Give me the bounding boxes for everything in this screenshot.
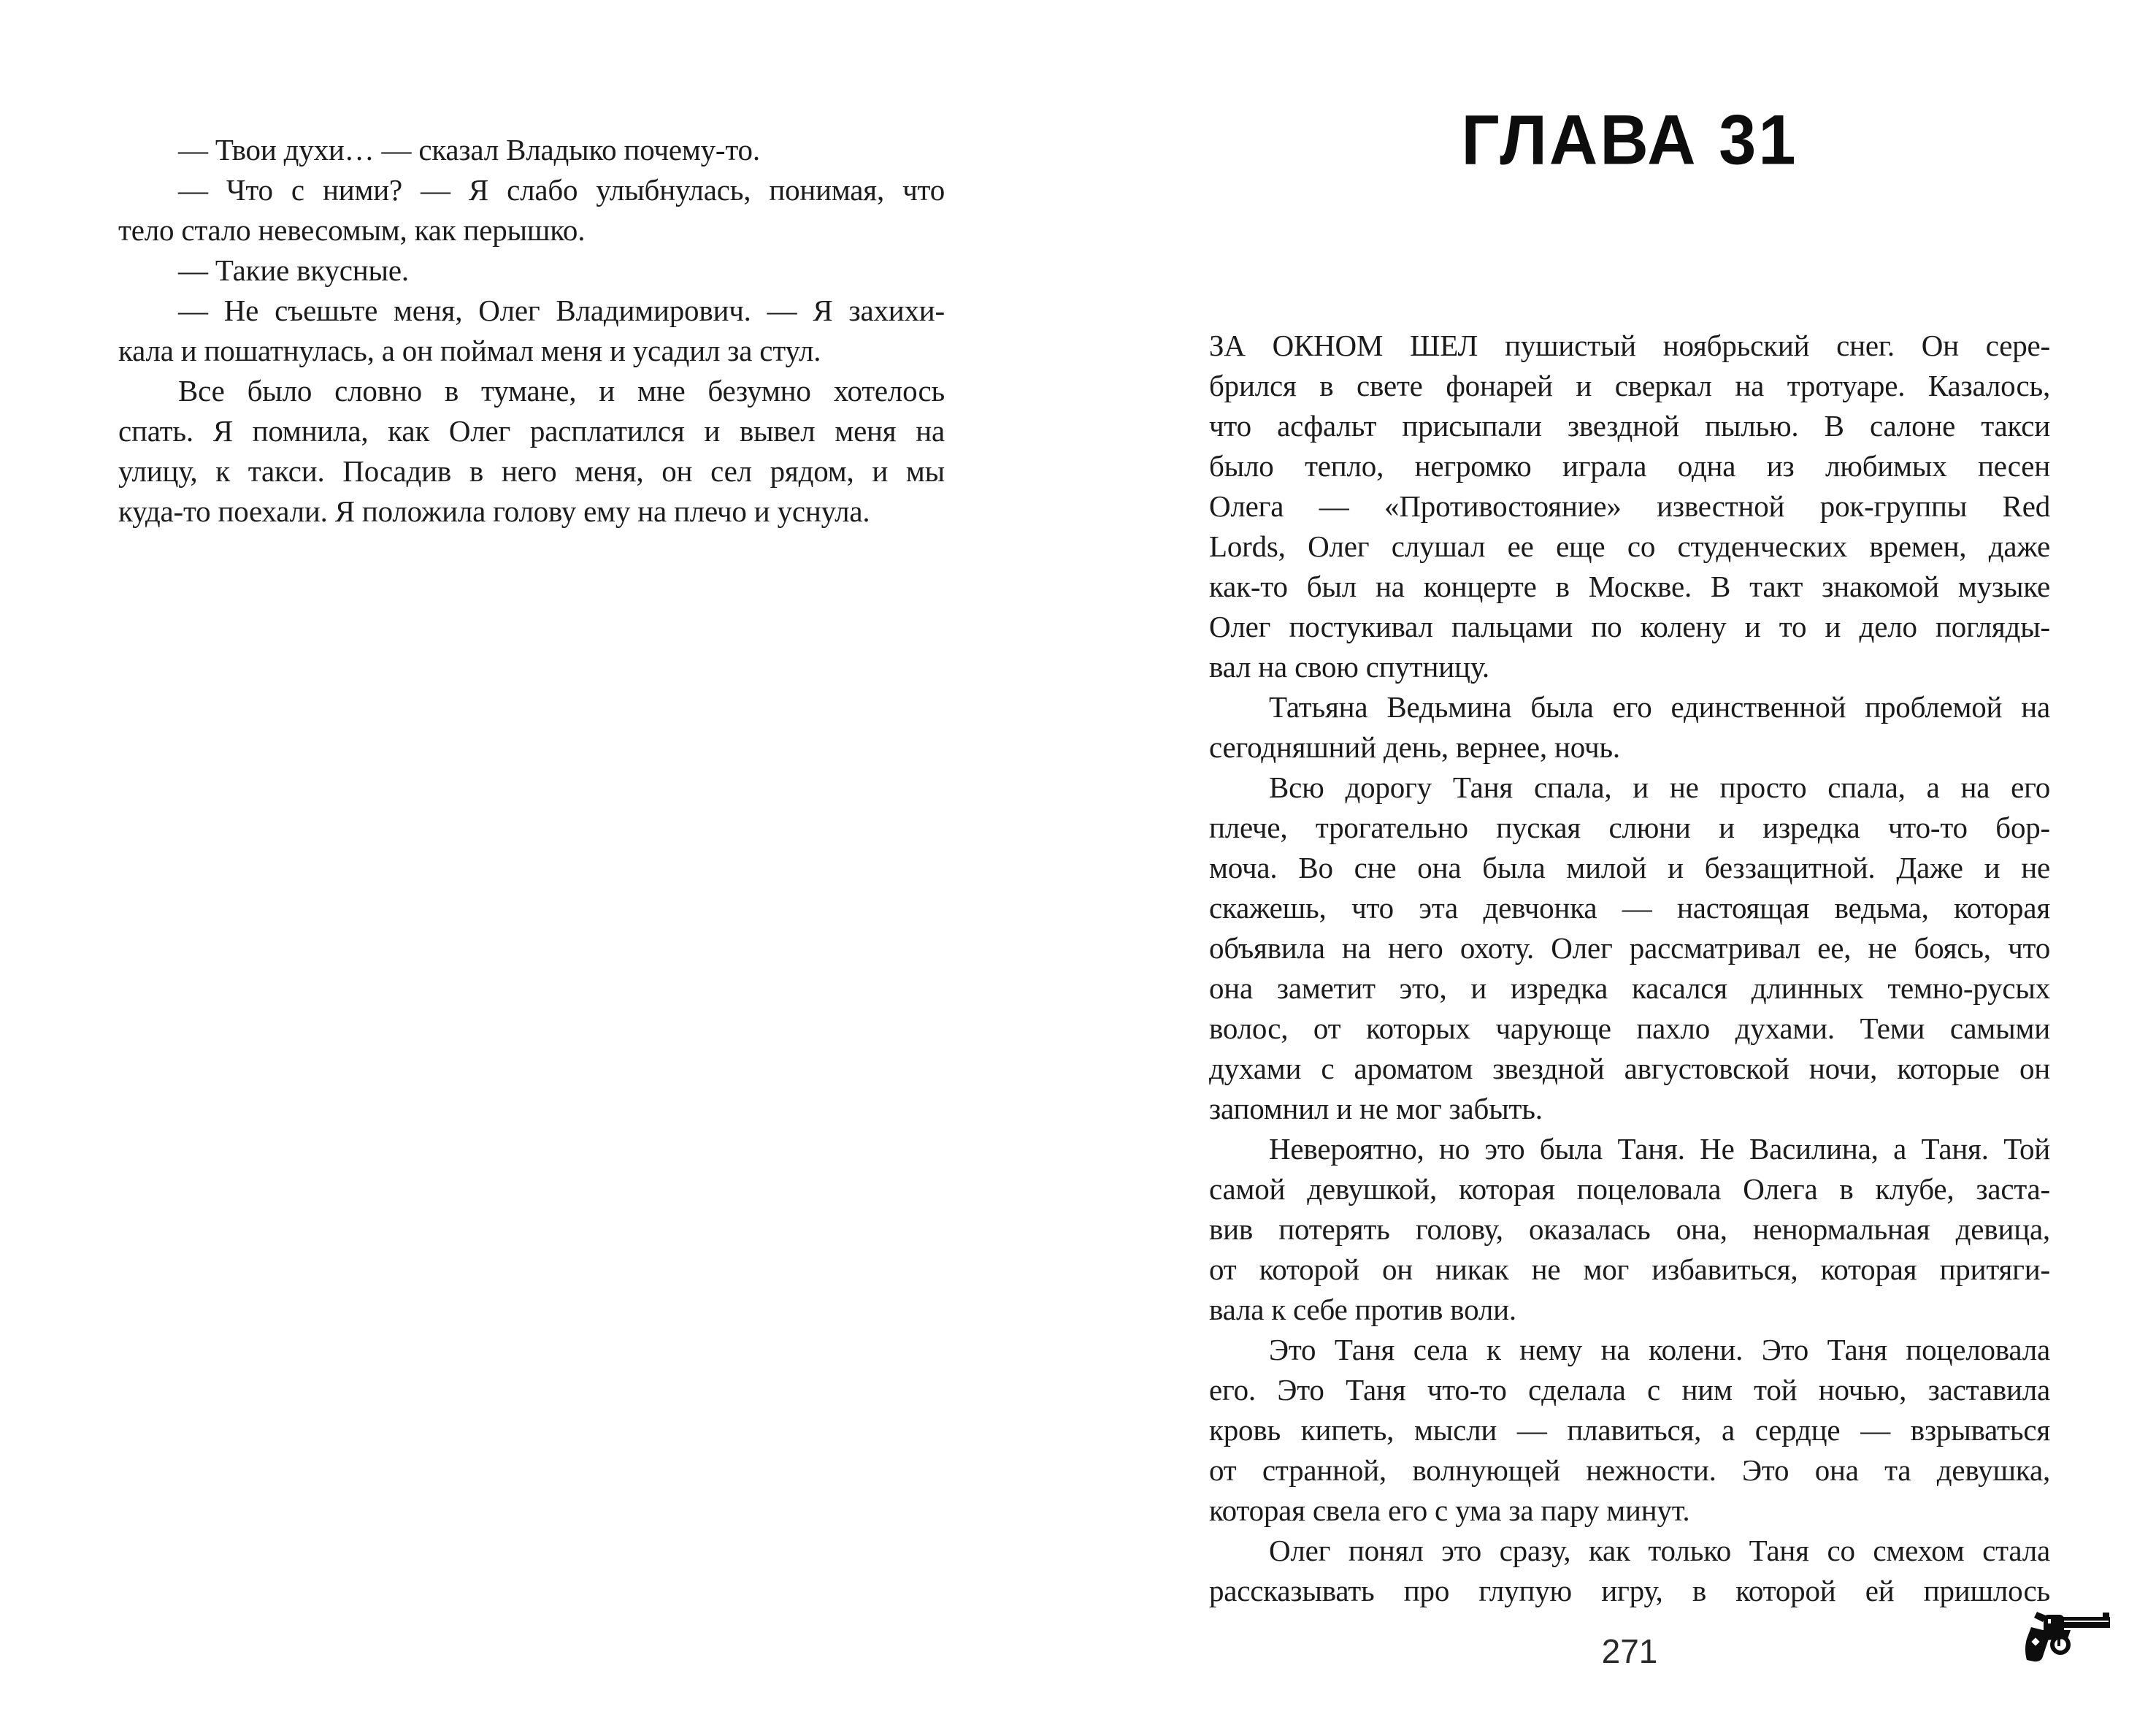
text-line: улицу, к такси. Посадив в него меня, он сел рядом, и мы [118,454,945,488]
text-line: тело стало невесомым, как перышко. [118,213,586,247]
text-line: Всю дорогу Таня спала, и не просто спала, а на его [1269,770,2050,804]
text-line: — Твои духи… — сказал Владыко почему-то. [178,133,760,167]
text-line: рассказывать про глупую игру, в которой ей пришлось [1209,1574,2050,1607]
right-page-text [1209,326,2050,1611]
text-line: моча. Во сне она была милой и беззащитной. Даже и не [1209,851,2050,884]
text-line: от странной, волнующей нежности. Это она та девушка, [1209,1453,2050,1487]
text-line: Татьяна Ведьмина была его единственной проблемой на [1269,690,2050,724]
text-line: кала и пошатнулась, а он поймал меня и усадил за стул. [118,334,821,367]
text-line: вала к себе против воли. [1209,1293,1516,1326]
page-number: 271 [1601,1632,1658,1670]
text-line: Олег постукивал пальцами по колену и то и дело погляды- [1209,610,2050,643]
text-line: она заметит это, и изредка касался длинных темно-русых [1209,971,2050,1005]
text-line: самой девушкой, которая поцеловала Олега в клубе, заста- [1209,1172,2050,1206]
text-line: — Не съешьте меня, Олег Владимирович. — Я захихи- [178,294,945,327]
text-line: Lords, Олег слушал ее еще со студенческих времен, даже [1209,529,2050,563]
text-line: запомнил и не мог забыть. [1209,1092,1543,1125]
text-line: Олег понял это сразу, как только Таня со смехом стала [1269,1534,2050,1567]
revolver-icon [2024,1611,2116,1674]
text-line: скажешь, что эта девчонка — настоящая ведьма, которая [1209,891,2050,925]
text-line: Олега — «Противостояние» известной рок-группы Red [1209,489,2050,523]
chapter-heading: ГЛАВА 31 [1461,101,1798,180]
text-line: волос, от которых чарующе пахло духами. Теми самыми [1209,1011,2050,1045]
text-line: Невероятно, но это была Таня. Не Василина, а Таня. Той [1269,1132,2050,1166]
text-line: его. Это Таня что-то сделала с ним той ночью, заставила [1209,1373,2050,1407]
text-line: ЗА ОКНОМ ШЕЛ пушистый ноябрьский снег. Он сере- [1209,329,2050,362]
text-line: которая свела его с ума за пару минут. [1209,1493,1690,1527]
text-line: Все было словно в тумане, и мне безумно хотелось [178,374,945,408]
text-line: вал на свою спутницу. [1209,650,1489,684]
text-line: объявила на него охоту. Олег рассматривал ее, не боясь, что [1209,931,2050,965]
text-line: как-то был на концерте в Москве. В такт знакомой музыке [1209,570,2050,603]
text-line: брился в свете фонарей и сверкал на тротуаре. Казалось, [1209,369,2050,402]
left-page-text [118,130,945,532]
text-line: — Что с ними? — Я слабо улыбнулась, понимая, что [178,173,945,207]
text-line: вив потерять голову, оказалась она, ненормальная девица, [1209,1212,2050,1246]
text-line: плече, трогательно пуская слюни и изредка что-то бор- [1209,811,2050,844]
text-line: кровь кипеть, мысли — плавиться, а сердце — взрываться [1209,1413,2050,1447]
text-line: было тепло, негромко играла одна из любимых песен [1209,449,2050,483]
text-line: — Такие вкусные. [178,253,409,287]
text-line: куда-то поехали. Я положила голову ему на плечо и уснула. [118,494,870,528]
text-line: духами с ароматом звездной августовской ночи, которые он [1209,1052,2050,1085]
text-line: от которой он никак не мог избавиться, которая притяги- [1209,1252,2050,1286]
text-line: сегодняшний день, вернее, ночь. [1209,730,1620,764]
text-line: спать. Я помнила, как Олег расплатился и вывел меня на [118,414,945,448]
text-line: что асфальт присыпали звездной пылью. В салоне такси [1209,409,2050,443]
text-line: Это Таня села к нему на колени. Это Таня поцеловала [1269,1333,2050,1366]
